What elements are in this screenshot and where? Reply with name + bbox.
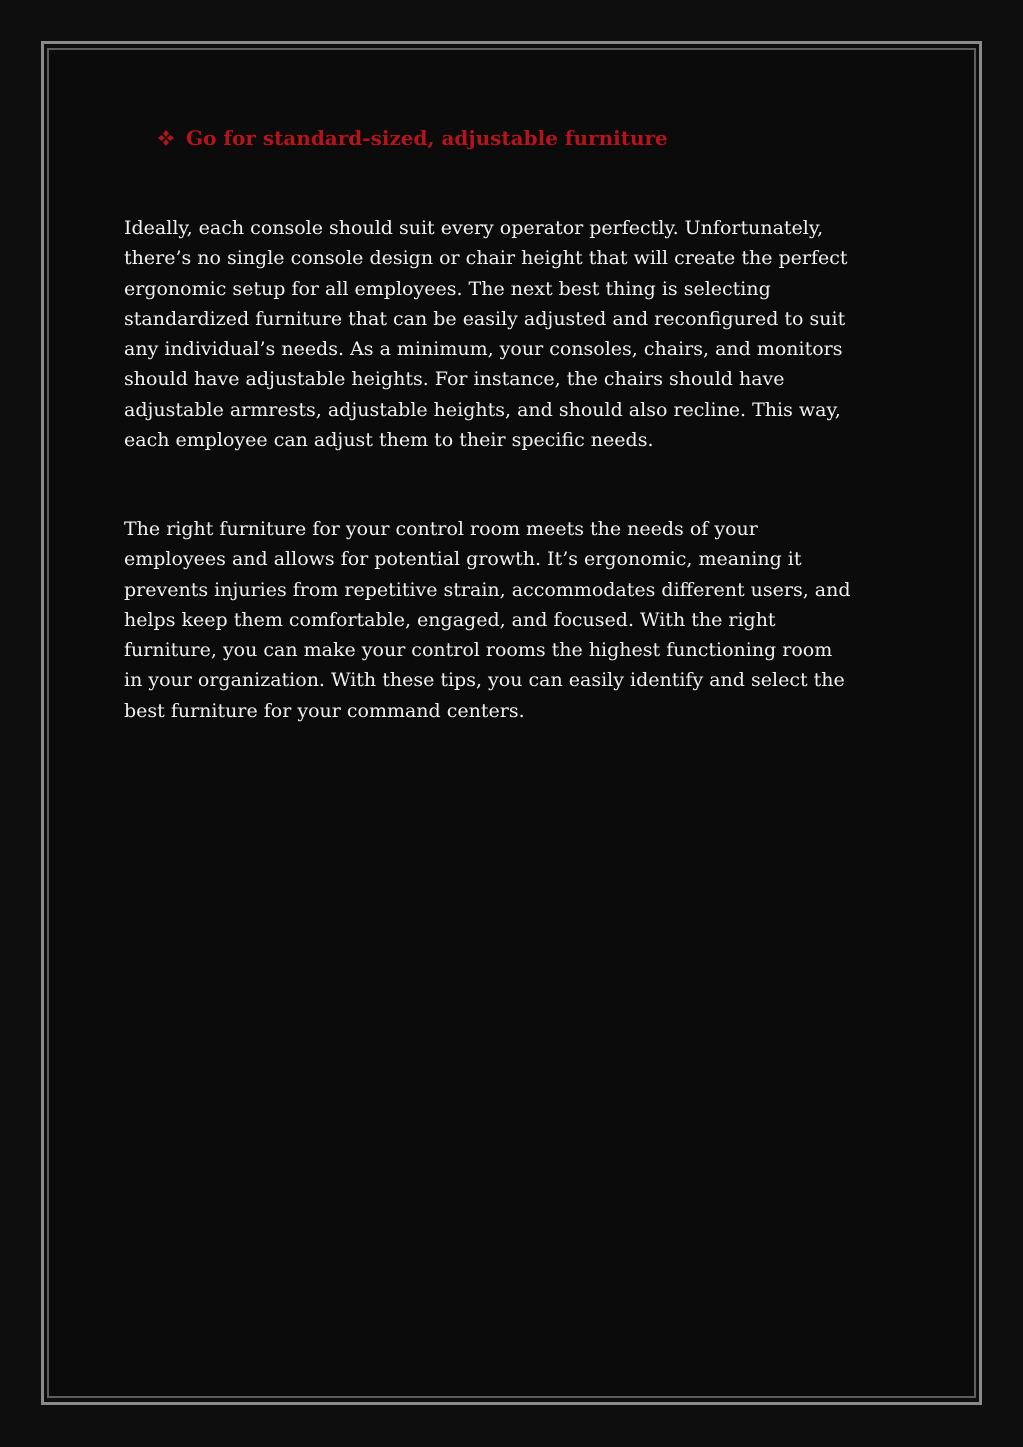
section-heading-text: Go for standard-sized, adjustable furniture (186, 126, 668, 150)
paragraph-line: standardized furniture that can be easily adjusted and reconfigured to suit (124, 307, 846, 330)
four-diamond-bullet-icon (157, 129, 175, 147)
paragraph-line: any individual’s needs. As a minimum, your consoles, chairs, and monitors (124, 338, 843, 361)
paragraph-line: best furniture for your command centers. (124, 699, 525, 722)
paragraph-line: each employee can adjust them to their specific needs. (124, 429, 654, 452)
body-paragraph (124, 213, 914, 455)
paragraph-line: adjustable armrests, adjustable heights, and should also recline. This way, (124, 398, 841, 421)
paragraph-line: in your organization. With these tips, you can easily identify and select the (124, 669, 845, 692)
paragraph-line: helps keep them comfortable, engaged, and focused. With the right (124, 608, 776, 631)
paragraph-line: Ideally, each console should suit every operator perfectly. Unfortunately, (124, 217, 824, 239)
paragraph-line: The right furniture for your control room meets the needs of your (124, 518, 758, 540)
paragraph-line: furniture, you can make your control rooms the highest functioning room (124, 639, 833, 662)
paragraph-line: should have adjustable heights. For instance, the chairs should have (124, 368, 785, 391)
paragraph-line: prevents injuries from repetitive strain, accommodates different users, and (124, 578, 851, 601)
paragraph-line: ergonomic setup for all employees. The next best thing is selecting (124, 277, 771, 300)
section-heading (157, 124, 668, 152)
paragraph-line: employees and allows for potential growth. It’s ergonomic, meaning it (124, 548, 802, 571)
body-paragraph (124, 514, 914, 726)
paragraph-line: there’s no single console design or chair height that will create the perfect (124, 247, 848, 270)
